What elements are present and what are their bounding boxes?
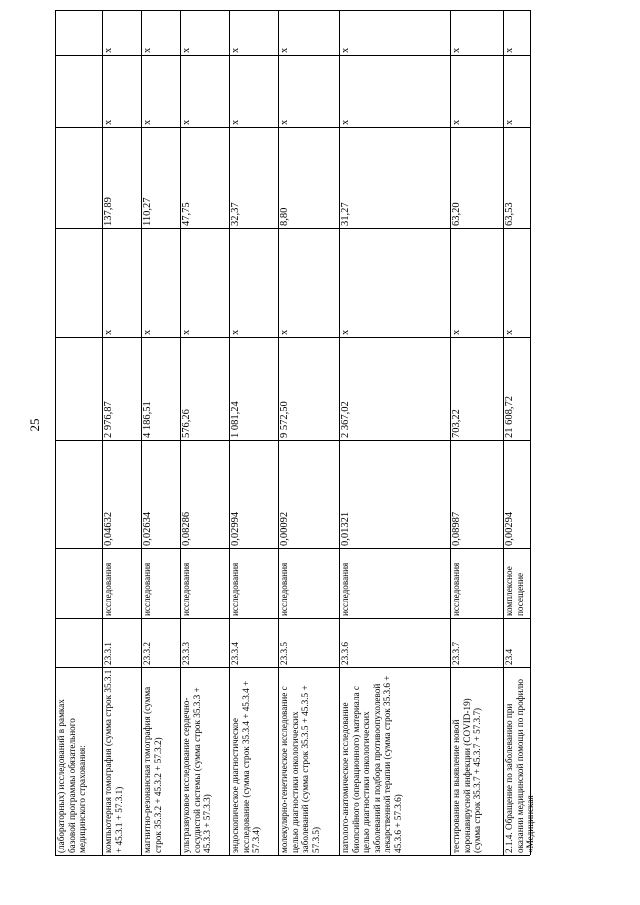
table-cell-code: [450, 618, 503, 667]
cell-text: ультразвуковое исследование сердечно-сосудистой системы (сумма строк 35.3.3 + 45.3.3 + 57.3.3): [181, 687, 213, 853]
cell-text: 137,89: [103, 197, 114, 226]
table-cell-c6: [503, 228, 530, 337]
table-cell-unit: [102, 548, 141, 618]
cell-text: 21 608,72: [504, 396, 515, 438]
cell-text: х: [451, 329, 462, 335]
cell-text: 703,22: [451, 409, 462, 438]
cell-text: х: [230, 329, 241, 335]
table-cell-mark: [102, 10, 141, 55]
table-cell-c4: [229, 440, 278, 548]
cell-text: 2 367,02: [340, 401, 351, 438]
table-cell-name: [339, 667, 450, 855]
cell-text: 23.3.1: [103, 642, 113, 665]
cell-text: 23.3.6: [340, 642, 350, 665]
cell-text: исследования: [181, 562, 191, 616]
cell-text: тестирование на выявление новой коронавирусной инфекции (COVID-19) (сумма строк 35.3.7 + 45.3.7 + 57.3.7): [451, 698, 483, 853]
cell-text: х: [504, 329, 515, 335]
cell-text: 110,27: [142, 197, 153, 226]
cell-text: 23.4: [504, 648, 514, 665]
cell-text: 576,26: [181, 409, 192, 438]
cell-text: х: [230, 119, 241, 125]
table-cell-code: [141, 618, 180, 667]
cell-text: исследования: [103, 562, 113, 616]
table-cell-c5: [278, 337, 339, 440]
cell-text: 0,08286: [181, 511, 192, 546]
table-cell-c6: [141, 228, 180, 337]
cell-text: комплексное посещение: [504, 566, 525, 616]
table-cell-c4: [180, 440, 229, 548]
cell-text: 23.3.5: [279, 642, 289, 665]
table-cell-mark: [141, 10, 180, 55]
table-row-border: [530, 10, 531, 855]
cell-text: х: [279, 47, 290, 53]
cell-text: х: [279, 329, 290, 335]
table-cell-c7: [180, 127, 229, 228]
cell-text: 2 976,87: [103, 401, 114, 438]
table-cell-c4: [102, 440, 141, 548]
table-cell-c4: [450, 440, 503, 548]
cell-text: х: [340, 119, 351, 125]
cell-text: 63,53: [504, 202, 515, 226]
cell-text: х: [504, 47, 515, 53]
cell-text: 0,00092: [279, 511, 290, 546]
cell-text: х: [340, 329, 351, 335]
table-cell-unit: [229, 548, 278, 618]
cell-text: молекулярно-генетическое исследование с целью диагностики онкологических заболеваний (сумма строк 35.3.5 + 45.3.5 + 57.3.5): [279, 685, 321, 853]
table-cell-c6: [229, 228, 278, 337]
cell-text: эндоскопическое диагностическое исследование (сумма строк 35.3.4 + 45.3.4 + 57.3.4): [230, 680, 262, 853]
table-cell-unit: [503, 548, 530, 618]
table-cell-unit: [450, 548, 503, 618]
table-cell-c6: [180, 228, 229, 337]
table-cell-name: [503, 667, 536, 855]
table-cell-name: [278, 667, 339, 855]
table-cell-code: [229, 618, 278, 667]
table-cell-c6: [278, 228, 339, 337]
cell-text: х: [142, 47, 153, 53]
cell-text: 47,75: [181, 202, 192, 226]
cell-text: х: [451, 119, 462, 125]
table-cell-c4: [503, 440, 530, 548]
table-cell-code: [102, 618, 141, 667]
cell-text: х: [230, 47, 241, 53]
cell-text: 8,80: [279, 207, 290, 226]
table-cell-c6: [339, 228, 450, 337]
table-cell-c7: [229, 127, 278, 228]
table-cell-c5: [503, 337, 530, 440]
table-cell-code: [278, 618, 339, 667]
table-cell-mark: [278, 10, 339, 55]
table-cell-c7: [102, 127, 141, 228]
table-cell-name: [55, 667, 102, 855]
cell-text: 9 572,50: [279, 401, 290, 438]
table-cell-mark: [180, 10, 229, 55]
table-cell-unit: [180, 548, 229, 618]
cell-text: х: [103, 329, 114, 335]
cell-text: 23.3.4: [230, 642, 240, 665]
cell-text: х: [340, 47, 351, 53]
cell-text: 63,20: [451, 202, 462, 226]
table-cell-unit: [141, 548, 180, 618]
table-cell-name: [450, 667, 503, 855]
cell-text: 0,02994: [230, 511, 241, 546]
table-cell-c6: [102, 228, 141, 337]
cell-text: исследования: [230, 562, 240, 616]
cell-text: 32,37: [230, 202, 241, 226]
table-cell-code: [339, 618, 450, 667]
table-cell-unit: [339, 548, 450, 618]
cell-text: х: [181, 47, 192, 53]
cell-text: 2.1.4. Обращение по заболеванию при оказании медицинской помощи по профилю «Медицинская: [504, 678, 536, 853]
cell-text: компьютерная томография (сумма строк 35.3.1 + 45.3.1 + 57.3.1): [103, 669, 124, 853]
cell-text: 0,08987: [451, 511, 462, 546]
table-cell-mark: [229, 10, 278, 55]
cell-text: х: [103, 47, 114, 53]
table-cell-c5: [141, 337, 180, 440]
cell-text: исследования: [451, 562, 461, 616]
table-cell-c4: [339, 440, 450, 548]
cell-text: х: [142, 329, 153, 335]
table-cell-c5: [102, 337, 141, 440]
table-cell-c4: [278, 440, 339, 548]
cell-text: исследования: [340, 562, 350, 616]
cell-text: 1 081,24: [230, 401, 241, 438]
table-cell-c5: [339, 337, 450, 440]
cell-text: х: [451, 47, 462, 53]
cell-text: патолого-анатомическое исследование биопсийного (операционного) материала с целью диагностики онкологических заболеваний и подбора противоопухолевой лекарственной терапии (сумма строк 35.3.6 + 45.3.6 + 57.3.6): [340, 675, 403, 853]
table-cell-mark: [503, 10, 530, 55]
page-number: 25: [27, 418, 42, 432]
table-cell-c5: [450, 337, 503, 440]
cell-text: исследования: [279, 562, 289, 616]
cell-text: 23.3.2: [142, 642, 152, 665]
table-cell-name: [229, 667, 278, 855]
cell-text: х: [103, 119, 114, 125]
table-cell-c5: [229, 337, 278, 440]
cell-text: 0,00294: [504, 511, 515, 546]
cell-text: х: [181, 119, 192, 125]
table-cell-c7: [503, 127, 530, 228]
table-cell-c7: [141, 127, 180, 228]
table-column-border: [55, 55, 530, 56]
table-cell-name: [180, 667, 229, 855]
cell-text: исследования: [142, 562, 152, 616]
table-column-border: [55, 855, 530, 856]
cell-text: х: [504, 119, 515, 125]
table-cell-code: [503, 618, 530, 667]
table-cell-name: [141, 667, 180, 855]
cell-text: 23.3.3: [181, 642, 191, 665]
cell-text: х: [142, 119, 153, 125]
table-cell-c4: [141, 440, 180, 548]
cell-text: х: [181, 329, 192, 335]
table-cell-name: [102, 667, 141, 855]
table-cell-c6: [450, 228, 503, 337]
cell-text: 0,02634: [142, 511, 153, 546]
cell-text: магнитно-резонансная томография (сумма строк 35.3.2 + 45.3.2 + 57.3.2): [142, 686, 163, 853]
table-cell-c5: [180, 337, 229, 440]
table-cell-c7: [339, 127, 450, 228]
table-cell-c7: [450, 127, 503, 228]
cell-text: 31,27: [340, 202, 351, 226]
cell-text: 0,01321: [340, 511, 351, 546]
table-cell-mark: [450, 10, 503, 55]
cell-text: (лабораторных) исследований в рамках базовой программы обязательного медицинского страхования:: [56, 699, 88, 853]
table-cell-code: [180, 618, 229, 667]
table-cell-mark: [339, 10, 450, 55]
table-cell-unit: [278, 548, 339, 618]
cell-text: 0,04632: [103, 511, 114, 546]
cell-text: 4 186,51: [142, 401, 153, 438]
table-cell-c7: [278, 127, 339, 228]
cell-text: х: [279, 119, 290, 125]
cell-text: 23.3.7: [451, 642, 461, 665]
